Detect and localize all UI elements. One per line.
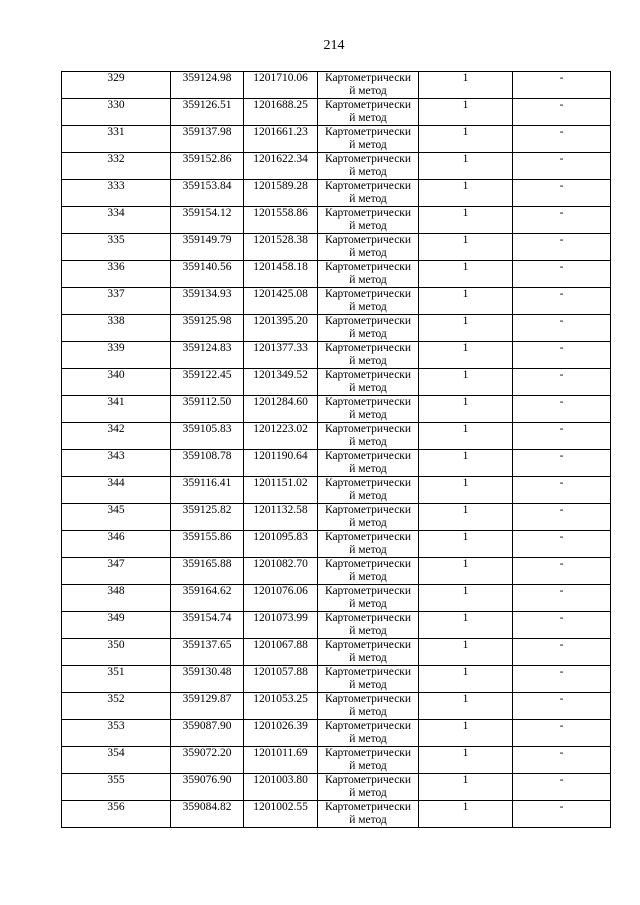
y-coordinate-cell: 1201349.52 xyxy=(244,369,318,396)
x-coordinate-cell: 359165.88 xyxy=(171,558,244,585)
y-coordinate-cell: 1201528.38 xyxy=(244,234,318,261)
method-line-1: Картометрически xyxy=(324,99,412,111)
point-number-cell: 341 xyxy=(62,396,171,423)
description-cell: - xyxy=(513,531,611,558)
table-row xyxy=(62,693,611,720)
method-cell xyxy=(318,612,419,639)
point-number-cell: 348 xyxy=(62,585,171,612)
point-number-cell: 339 xyxy=(62,342,171,369)
y-coordinate-cell: 1201057.88 xyxy=(244,666,318,693)
point-number-cell: 345 xyxy=(62,504,171,531)
method-line-2: й метод xyxy=(349,85,387,97)
method-cell xyxy=(318,153,419,180)
y-coordinate-cell: 1201073.99 xyxy=(244,612,318,639)
method-line-1: Картометрически xyxy=(324,342,412,354)
method-line-2: й метод xyxy=(349,382,387,394)
method-cell xyxy=(318,99,419,126)
count-cell: 1 xyxy=(419,207,513,234)
point-number-cell: 355 xyxy=(62,774,171,801)
description-cell: - xyxy=(513,99,611,126)
description-cell: - xyxy=(513,666,611,693)
y-coordinate-cell: 1201710.06 xyxy=(244,72,318,99)
y-coordinate-cell: 1201190.64 xyxy=(244,450,318,477)
method-line-1: Картометрически xyxy=(324,585,412,597)
method-line-2: й метод xyxy=(349,814,387,826)
table-row xyxy=(62,639,611,666)
method-line-2: й метод xyxy=(349,436,387,448)
y-coordinate-cell: 1201395.20 xyxy=(244,315,318,342)
description-cell: - xyxy=(513,153,611,180)
count-cell: 1 xyxy=(419,396,513,423)
x-coordinate-cell: 359164.62 xyxy=(171,585,244,612)
y-coordinate-cell: 1201284.60 xyxy=(244,396,318,423)
y-coordinate-cell: 1201095.83 xyxy=(244,531,318,558)
count-cell: 1 xyxy=(419,639,513,666)
y-coordinate-cell: 1201026.39 xyxy=(244,720,318,747)
coordinates-table xyxy=(61,71,611,828)
method-cell xyxy=(318,207,419,234)
description-cell: - xyxy=(513,747,611,774)
count-cell: 1 xyxy=(419,423,513,450)
point-number-cell: 334 xyxy=(62,207,171,234)
method-line-1: Картометрически xyxy=(324,693,412,705)
x-coordinate-cell: 359125.98 xyxy=(171,315,244,342)
method-line-2: й метод xyxy=(349,409,387,421)
point-number-cell: 352 xyxy=(62,693,171,720)
count-cell: 1 xyxy=(419,666,513,693)
table-row xyxy=(62,396,611,423)
method-line-2: й метод xyxy=(349,598,387,610)
coordinates-table-body xyxy=(62,72,611,828)
point-number-cell: 333 xyxy=(62,180,171,207)
method-cell xyxy=(318,288,419,315)
count-cell: 1 xyxy=(419,153,513,180)
table-row xyxy=(62,531,611,558)
y-coordinate-cell: 1201661.23 xyxy=(244,126,318,153)
count-cell: 1 xyxy=(419,612,513,639)
method-cell xyxy=(318,72,419,99)
description-cell: - xyxy=(513,288,611,315)
method-cell xyxy=(318,234,419,261)
point-number-cell: 356 xyxy=(62,801,171,828)
method-line-2: й метод xyxy=(349,517,387,529)
x-coordinate-cell: 359105.83 xyxy=(171,423,244,450)
method-line-2: й метод xyxy=(349,787,387,799)
method-line-2: й метод xyxy=(349,571,387,583)
x-coordinate-cell: 359124.83 xyxy=(171,342,244,369)
table-row xyxy=(62,234,611,261)
y-coordinate-cell: 1201082.70 xyxy=(244,558,318,585)
x-coordinate-cell: 359140.56 xyxy=(171,261,244,288)
description-cell: - xyxy=(513,234,611,261)
description-cell: - xyxy=(513,504,611,531)
count-cell: 1 xyxy=(419,693,513,720)
table-row xyxy=(62,126,611,153)
point-number-cell: 350 xyxy=(62,639,171,666)
method-line-2: й метод xyxy=(349,463,387,475)
description-cell: - xyxy=(513,774,611,801)
count-cell: 1 xyxy=(419,531,513,558)
x-coordinate-cell: 359076.90 xyxy=(171,774,244,801)
table-row xyxy=(62,72,611,99)
x-coordinate-cell: 359154.12 xyxy=(171,207,244,234)
method-line-2: й метод xyxy=(349,490,387,502)
point-number-cell: 331 xyxy=(62,126,171,153)
table-row xyxy=(62,585,611,612)
method-cell xyxy=(318,693,419,720)
method-cell xyxy=(318,180,419,207)
description-cell: - xyxy=(513,180,611,207)
point-number-cell: 329 xyxy=(62,72,171,99)
description-cell: - xyxy=(513,693,611,720)
count-cell: 1 xyxy=(419,801,513,828)
x-coordinate-cell: 359129.87 xyxy=(171,693,244,720)
method-line-1: Картометрически xyxy=(324,612,412,624)
table-row xyxy=(62,558,611,585)
method-line-1: Картометрически xyxy=(324,558,412,570)
method-cell xyxy=(318,747,419,774)
description-cell: - xyxy=(513,126,611,153)
count-cell: 1 xyxy=(419,261,513,288)
point-number-cell: 337 xyxy=(62,288,171,315)
method-cell xyxy=(318,315,419,342)
table-row xyxy=(62,612,611,639)
description-cell: - xyxy=(513,396,611,423)
description-cell: - xyxy=(513,558,611,585)
y-coordinate-cell: 1201458.18 xyxy=(244,261,318,288)
method-line-1: Картометрически xyxy=(324,423,412,435)
y-coordinate-cell: 1201688.25 xyxy=(244,99,318,126)
y-coordinate-cell: 1201002.55 xyxy=(244,801,318,828)
table-row xyxy=(62,774,611,801)
y-coordinate-cell: 1201011.69 xyxy=(244,747,318,774)
method-line-1: Картометрически xyxy=(324,72,412,84)
method-line-2: й метод xyxy=(349,193,387,205)
method-line-1: Картометрически xyxy=(324,180,412,192)
method-line-2: й метод xyxy=(349,274,387,286)
table-row xyxy=(62,342,611,369)
method-line-1: Картометрически xyxy=(324,531,412,543)
count-cell: 1 xyxy=(419,315,513,342)
method-line-1: Картометрически xyxy=(324,801,412,813)
method-cell xyxy=(318,639,419,666)
x-coordinate-cell: 359072.20 xyxy=(171,747,244,774)
method-line-1: Картометрически xyxy=(324,720,412,732)
point-number-cell: 340 xyxy=(62,369,171,396)
method-cell xyxy=(318,126,419,153)
table-row xyxy=(62,315,611,342)
y-coordinate-cell: 1201223.02 xyxy=(244,423,318,450)
count-cell: 1 xyxy=(419,720,513,747)
method-line-1: Картометрически xyxy=(324,153,412,165)
x-coordinate-cell: 359108.78 xyxy=(171,450,244,477)
y-coordinate-cell: 1201053.25 xyxy=(244,693,318,720)
point-number-cell: 338 xyxy=(62,315,171,342)
table-row xyxy=(62,288,611,315)
count-cell: 1 xyxy=(419,234,513,261)
method-line-1: Картометрически xyxy=(324,126,412,138)
method-line-1: Картометрически xyxy=(324,234,412,246)
method-line-2: й метод xyxy=(349,544,387,556)
count-cell: 1 xyxy=(419,504,513,531)
y-coordinate-cell: 1201067.88 xyxy=(244,639,318,666)
method-cell xyxy=(318,774,419,801)
table-row xyxy=(62,207,611,234)
method-line-1: Картометрически xyxy=(324,288,412,300)
description-cell: - xyxy=(513,801,611,828)
table-row xyxy=(62,504,611,531)
point-number-cell: 346 xyxy=(62,531,171,558)
table-row xyxy=(62,369,611,396)
method-line-2: й метод xyxy=(349,706,387,718)
x-coordinate-cell: 359112.50 xyxy=(171,396,244,423)
point-number-cell: 330 xyxy=(62,99,171,126)
method-line-2: й метод xyxy=(349,760,387,772)
x-coordinate-cell: 359087.90 xyxy=(171,720,244,747)
method-cell xyxy=(318,396,419,423)
x-coordinate-cell: 359126.51 xyxy=(171,99,244,126)
x-coordinate-cell: 359134.93 xyxy=(171,288,244,315)
description-cell: - xyxy=(513,720,611,747)
count-cell: 1 xyxy=(419,747,513,774)
y-coordinate-cell: 1201076.06 xyxy=(244,585,318,612)
method-line-2: й метод xyxy=(349,733,387,745)
x-coordinate-cell: 359155.86 xyxy=(171,531,244,558)
method-line-2: й метод xyxy=(349,301,387,313)
method-cell xyxy=(318,585,419,612)
x-coordinate-cell: 359137.65 xyxy=(171,639,244,666)
description-cell: - xyxy=(513,342,611,369)
method-cell xyxy=(318,261,419,288)
method-line-2: й метод xyxy=(349,328,387,340)
table-row xyxy=(62,747,611,774)
table-row xyxy=(62,153,611,180)
method-line-1: Картометрически xyxy=(324,450,412,462)
x-coordinate-cell: 359124.98 xyxy=(171,72,244,99)
method-cell xyxy=(318,450,419,477)
table-row xyxy=(62,477,611,504)
table-row xyxy=(62,261,611,288)
table-row xyxy=(62,423,611,450)
y-coordinate-cell: 1201558.86 xyxy=(244,207,318,234)
count-cell: 1 xyxy=(419,72,513,99)
method-cell xyxy=(318,504,419,531)
count-cell: 1 xyxy=(419,126,513,153)
y-coordinate-cell: 1201589.28 xyxy=(244,180,318,207)
method-line-2: й метод xyxy=(349,139,387,151)
x-coordinate-cell: 359149.79 xyxy=(171,234,244,261)
method-cell xyxy=(318,342,419,369)
y-coordinate-cell: 1201151.02 xyxy=(244,477,318,504)
page-number: 214 xyxy=(323,38,345,53)
method-line-2: й метод xyxy=(349,652,387,664)
description-cell: - xyxy=(513,450,611,477)
method-line-1: Картометрически xyxy=(324,369,412,381)
count-cell: 1 xyxy=(419,180,513,207)
method-line-2: й метод xyxy=(349,355,387,367)
method-line-1: Картометрически xyxy=(324,207,412,219)
point-number-cell: 347 xyxy=(62,558,171,585)
method-line-1: Картометрически xyxy=(324,504,412,516)
count-cell: 1 xyxy=(419,450,513,477)
method-cell xyxy=(318,423,419,450)
count-cell: 1 xyxy=(419,369,513,396)
description-cell: - xyxy=(513,207,611,234)
x-coordinate-cell: 359122.45 xyxy=(171,369,244,396)
table-row xyxy=(62,99,611,126)
point-number-cell: 343 xyxy=(62,450,171,477)
description-cell: - xyxy=(513,369,611,396)
count-cell: 1 xyxy=(419,477,513,504)
description-cell: - xyxy=(513,261,611,288)
description-cell: - xyxy=(513,423,611,450)
count-cell: 1 xyxy=(419,99,513,126)
count-cell: 1 xyxy=(419,342,513,369)
description-cell: - xyxy=(513,585,611,612)
method-line-1: Картометрически xyxy=(324,666,412,678)
method-line-2: й метод xyxy=(349,166,387,178)
method-cell xyxy=(318,477,419,504)
description-cell: - xyxy=(513,72,611,99)
description-cell: - xyxy=(513,612,611,639)
x-coordinate-cell: 359137.98 xyxy=(171,126,244,153)
y-coordinate-cell: 1201003.80 xyxy=(244,774,318,801)
method-cell xyxy=(318,801,419,828)
count-cell: 1 xyxy=(419,558,513,585)
method-cell xyxy=(318,531,419,558)
count-cell: 1 xyxy=(419,288,513,315)
y-coordinate-cell: 1201377.33 xyxy=(244,342,318,369)
point-number-cell: 335 xyxy=(62,234,171,261)
point-number-cell: 342 xyxy=(62,423,171,450)
point-number-cell: 351 xyxy=(62,666,171,693)
table-row xyxy=(62,720,611,747)
y-coordinate-cell: 1201132.58 xyxy=(244,504,318,531)
method-line-2: й метод xyxy=(349,247,387,259)
method-cell xyxy=(318,666,419,693)
table-row xyxy=(62,450,611,477)
table-row xyxy=(62,801,611,828)
x-coordinate-cell: 359153.84 xyxy=(171,180,244,207)
method-line-1: Картометрически xyxy=(324,396,412,408)
method-line-1: Картометрически xyxy=(324,261,412,273)
point-number-cell: 353 xyxy=(62,720,171,747)
description-cell: - xyxy=(513,477,611,504)
method-cell xyxy=(318,720,419,747)
count-cell: 1 xyxy=(419,585,513,612)
x-coordinate-cell: 359152.86 xyxy=(171,153,244,180)
point-number-cell: 354 xyxy=(62,747,171,774)
method-line-1: Картометрически xyxy=(324,774,412,786)
x-coordinate-cell: 359084.82 xyxy=(171,801,244,828)
point-number-cell: 349 xyxy=(62,612,171,639)
x-coordinate-cell: 359125.82 xyxy=(171,504,244,531)
point-number-cell: 336 xyxy=(62,261,171,288)
point-number-cell: 344 xyxy=(62,477,171,504)
y-coordinate-cell: 1201622.34 xyxy=(244,153,318,180)
method-line-1: Картометрически xyxy=(324,639,412,651)
method-line-2: й метод xyxy=(349,679,387,691)
count-cell: 1 xyxy=(419,774,513,801)
x-coordinate-cell: 359154.74 xyxy=(171,612,244,639)
method-line-1: Картометрически xyxy=(324,315,412,327)
method-line-2: й метод xyxy=(349,625,387,637)
point-number-cell: 332 xyxy=(62,153,171,180)
method-cell xyxy=(318,558,419,585)
x-coordinate-cell: 359130.48 xyxy=(171,666,244,693)
method-line-2: й метод xyxy=(349,112,387,124)
table-row xyxy=(62,180,611,207)
x-coordinate-cell: 359116.41 xyxy=(171,477,244,504)
method-line-1: Картометрически xyxy=(324,747,412,759)
description-cell: - xyxy=(513,639,611,666)
method-cell xyxy=(318,369,419,396)
method-line-2: й метод xyxy=(349,220,387,232)
method-line-1: Картометрически xyxy=(324,477,412,489)
y-coordinate-cell: 1201425.08 xyxy=(244,288,318,315)
table-row xyxy=(62,666,611,693)
description-cell: - xyxy=(513,315,611,342)
